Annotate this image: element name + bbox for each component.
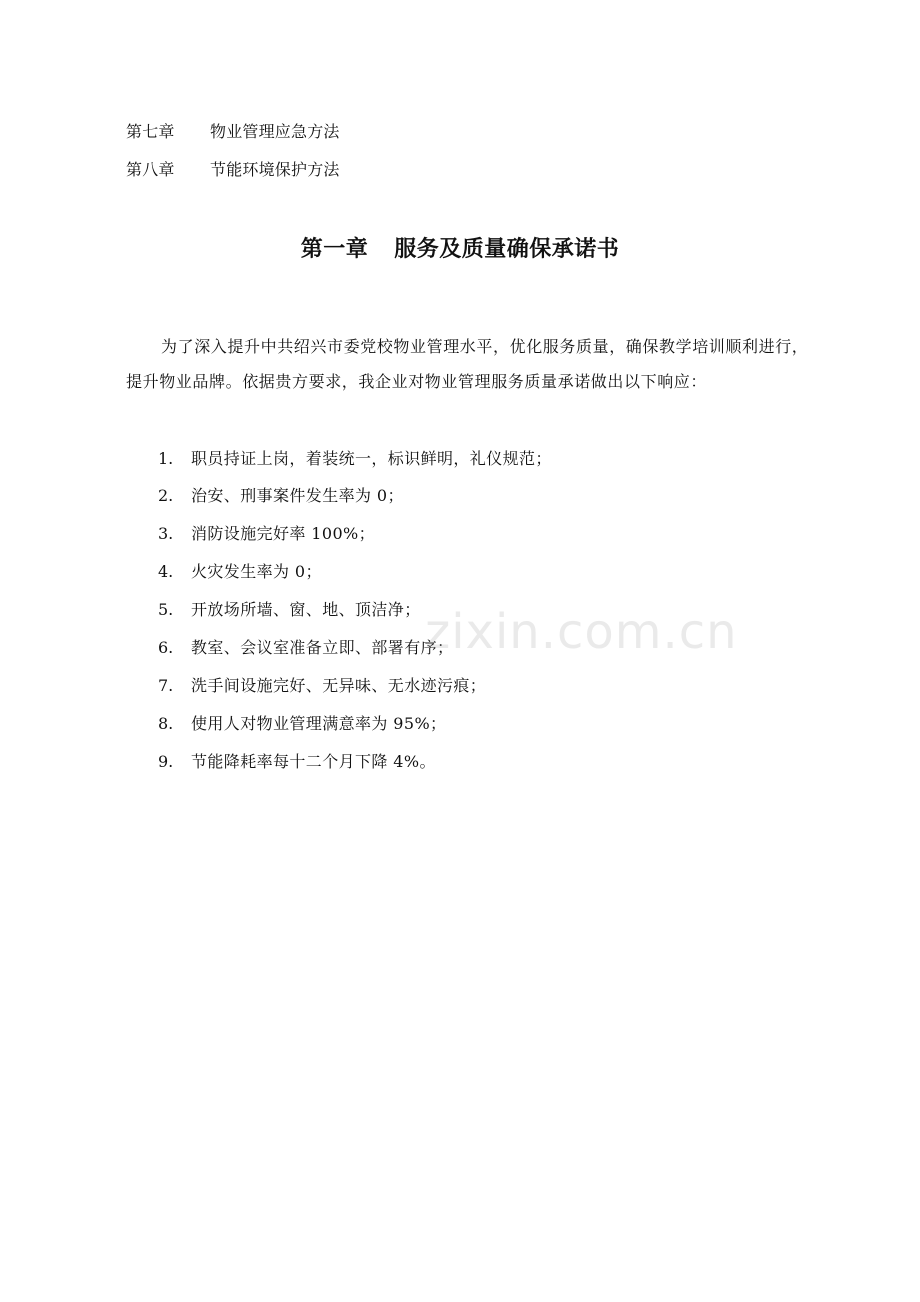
list-item-text: 火灾发生率为 0； [191,562,322,581]
toc-chapter-number: 第八章 [126,160,175,179]
list-item-number: 4. [158,562,174,581]
list-item-number: 7. [158,676,174,695]
toc-chapter-number: 第七章 [126,122,175,141]
list-item-text: 洗手间设施完好、无异味、无水迹污痕； [191,676,487,695]
toc-entry-chapter-8 [126,160,340,180]
list-item-number: 1. [158,449,174,468]
list-item-number: 5. [158,600,174,619]
watermark: zixin.com.cn [425,604,738,660]
list-item-number: 3. [158,524,174,543]
chapter-heading-number: 第一章 [300,237,369,262]
list-item-text: 治安、刑事案件发生率为 0； [191,486,404,505]
toc-chapter-title: 节能环境保护方法 [210,160,340,179]
toc-chapter-title: 物业管理应急方法 [210,122,340,141]
list-item-number: 6. [158,638,174,657]
chapter-heading [0,236,920,264]
list-item-text: 开放场所墙、窗、地、顶洁净； [191,600,421,619]
chapter-heading-title: 服务及质量确保承诺书 [394,237,620,262]
list-item-number: 9. [158,752,174,771]
list-item-text: 教室、会议室准备立即、部署有序； [191,638,454,657]
list-item-number: 8. [158,714,174,733]
list-item-number: 2. [158,486,174,505]
list-item-text: 使用人对物业管理满意率为 95%； [191,714,447,733]
list-item-text: 消防设施完好率 100%； [191,524,376,543]
list-item-text: 职员持证上岗，着装统一，标识鲜明，礼仪规范； [191,449,552,468]
intro-paragraph: 为了深入提升中共绍兴市委党校物业管理水平，优化服务质量，确保教学培训顺利进行，提升物业品牌。依据贵方要求，我企业对物业管理服务质量承诺做出以下响应： [126,337,809,391]
toc-entry-chapter-7 [126,122,340,142]
list-item-text: 节能降耗率每十二个月下降 4%。 [191,752,436,771]
